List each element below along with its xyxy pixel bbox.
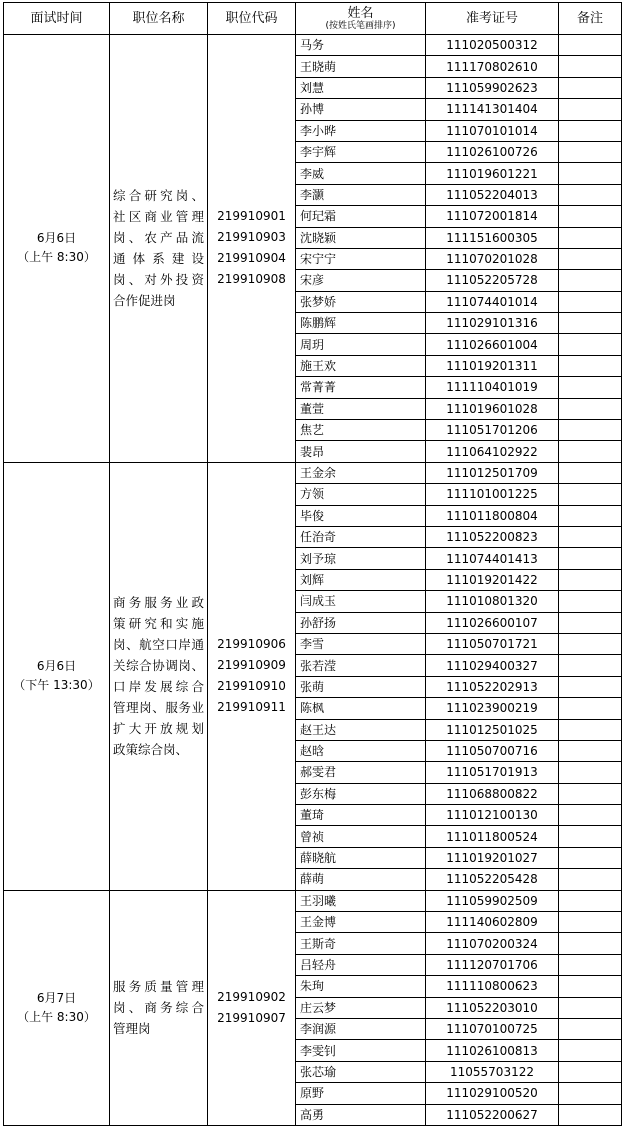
remark-cell (559, 591, 622, 612)
interview-schedule-table (3, 2, 622, 1126)
candidate-name: 闫成玉 (296, 591, 426, 612)
ticket-number: 111026601004 (426, 334, 559, 355)
remark-cell (559, 334, 622, 355)
ticket-number: 111051701206 (426, 420, 559, 441)
ticket-number: 111141301404 (426, 99, 559, 120)
candidate-name: 董琦 (296, 805, 426, 826)
position-name-cell (110, 462, 208, 890)
candidate-name: 赵王达 (296, 719, 426, 740)
remark-cell (559, 1104, 622, 1125)
ticket-number: 111052200823 (426, 526, 559, 547)
remark-cell (559, 398, 622, 419)
ticket-number: 111010801320 (426, 591, 559, 612)
position-name-line: 岗、农产品流 (113, 230, 204, 246)
remark-cell (559, 698, 622, 719)
position-code: 219910906 (217, 637, 286, 652)
candidate-name: 孙博 (296, 99, 426, 120)
remark-cell (559, 163, 622, 184)
ticket-number: 111052205728 (426, 270, 559, 291)
ticket-number: 111074401014 (426, 291, 559, 312)
interview-date: 6月6日 (36, 659, 77, 674)
candidate-name: 李灏 (296, 184, 426, 205)
interview-date: 6月7日 (36, 990, 77, 1005)
candidate-name: 何玘霜 (296, 206, 426, 227)
position-code: 219910910 (217, 679, 286, 694)
candidate-name: 庄云梦 (296, 997, 426, 1018)
remark-cell (559, 826, 622, 847)
remark-cell (559, 612, 622, 633)
candidate-name: 彭东梅 (296, 783, 426, 804)
ticket-number: 111110401019 (426, 377, 559, 398)
remark-cell (559, 420, 622, 441)
remark-cell (559, 762, 622, 783)
ticket-number: 111011800804 (426, 505, 559, 526)
position-name-line: 通体系建设 (113, 251, 204, 267)
candidate-name: 张萌 (296, 676, 426, 697)
remark-cell (559, 227, 622, 248)
ticket-number: 111023900219 (426, 698, 559, 719)
ticket-number: 111026100813 (426, 1040, 559, 1061)
interview-time-cell (4, 890, 110, 1125)
remark-cell (559, 206, 622, 227)
position-code: 219910908 (217, 272, 286, 287)
remark-cell (559, 676, 622, 697)
ticket-number: 111151600305 (426, 227, 559, 248)
remark-cell (559, 890, 622, 911)
ticket-number: 111019601028 (426, 398, 559, 419)
header-time: 面试时间 (4, 3, 110, 35)
ticket-number: 111052204013 (426, 184, 559, 205)
remark-cell (559, 805, 622, 826)
header-position: 职位名称 (110, 3, 208, 35)
ticket-number: 111059902623 (426, 77, 559, 98)
interview-time-cell (4, 35, 110, 463)
remark-cell (559, 847, 622, 868)
candidate-name: 孙舒扬 (296, 612, 426, 633)
remark-cell (559, 719, 622, 740)
remark-cell (559, 526, 622, 547)
position-name-line: 口岸发展综合 (113, 679, 204, 695)
candidate-name: 李雯钊 (296, 1040, 426, 1061)
candidate-name: 施王欢 (296, 355, 426, 376)
header-row (4, 3, 622, 35)
remark-cell (559, 248, 622, 269)
ticket-number: 111011800524 (426, 826, 559, 847)
ticket-number: 111020500312 (426, 35, 559, 56)
position-code: 219910903 (217, 230, 286, 245)
remark-cell (559, 120, 622, 141)
candidate-name: 陈枫 (296, 698, 426, 719)
ticket-number: 111052200627 (426, 1104, 559, 1125)
remark-cell (559, 355, 622, 376)
candidate-name: 王金余 (296, 462, 426, 483)
candidate-name: 陈鹏辉 (296, 313, 426, 334)
ticket-number: 111029400327 (426, 655, 559, 676)
remark-cell (559, 976, 622, 997)
ticket-number: 111070101014 (426, 120, 559, 141)
remark-cell (559, 655, 622, 676)
candidate-name: 李雪 (296, 633, 426, 654)
remark-cell (559, 1061, 622, 1082)
candidate-name: 高勇 (296, 1104, 426, 1125)
candidate-name: 常菁菁 (296, 377, 426, 398)
ticket-number: 111072001814 (426, 206, 559, 227)
ticket-number: 111052202913 (426, 676, 559, 697)
ticket-number: 111101001225 (426, 484, 559, 505)
ticket-number: 111074401413 (426, 548, 559, 569)
remark-cell (559, 270, 622, 291)
candidate-name: 刘予琼 (296, 548, 426, 569)
position-name-line: 综合研究岗、 (113, 188, 204, 204)
position-name-line: 岗、对外投资 (113, 272, 204, 288)
position-name-line: 岗、商务综合 (113, 1000, 204, 1016)
ticket-number: 111019201027 (426, 847, 559, 868)
interview-date: 6月6日 (36, 231, 77, 246)
candidate-name: 李威 (296, 163, 426, 184)
remark-cell (559, 933, 622, 954)
candidate-name: 李润源 (296, 1018, 426, 1039)
position-code: 219910902 (217, 989, 286, 1004)
remark-cell (559, 484, 622, 505)
remark-cell (559, 56, 622, 77)
table-row (4, 35, 622, 56)
candidate-name: 裴昂 (296, 441, 426, 462)
ticket-number: 111059902509 (426, 890, 559, 911)
candidate-name: 王羽曦 (296, 890, 426, 911)
remark-cell (559, 291, 622, 312)
table-body (4, 35, 622, 1126)
ticket-number: 111052203010 (426, 997, 559, 1018)
ticket-number: 111026100726 (426, 141, 559, 162)
position-code-cell (208, 462, 296, 890)
candidate-name: 吕轻舟 (296, 954, 426, 975)
candidate-name: 刘慧 (296, 77, 426, 98)
candidate-name: 薛萌 (296, 869, 426, 890)
position-name-line: 策研究和实施 (113, 616, 204, 632)
candidate-name: 李宇辉 (296, 141, 426, 162)
remark-cell (559, 783, 622, 804)
candidate-name: 王斯奇 (296, 933, 426, 954)
header-code: 职位代码 (208, 3, 296, 35)
ticket-number: 111070201028 (426, 248, 559, 269)
ticket-number: 111068800822 (426, 783, 559, 804)
candidate-name: 李小晔 (296, 120, 426, 141)
ticket-number: 111170802610 (426, 56, 559, 77)
ticket-number: 11055703122 (426, 1061, 559, 1082)
remark-cell (559, 954, 622, 975)
remark-cell (559, 441, 622, 462)
remark-cell (559, 377, 622, 398)
ticket-number: 111070200324 (426, 933, 559, 954)
candidate-name: 马务 (296, 35, 426, 56)
ticket-number: 111019601221 (426, 163, 559, 184)
position-name-line: 合作促进岗 (113, 293, 176, 309)
position-name-line: 岗、航空口岸通 (113, 637, 204, 653)
ticket-number: 111064102922 (426, 441, 559, 462)
position-code: 219910909 (217, 658, 286, 673)
position-name-line: 社区商业管理 (113, 209, 204, 225)
position-code: 219910904 (217, 251, 286, 266)
remark-cell (559, 997, 622, 1018)
header-note: 备注 (559, 3, 622, 35)
position-name-line: 商务服务业政 (113, 595, 204, 611)
position-code: 219910907 (217, 1010, 286, 1025)
position-name-line: 服务质量管理 (113, 979, 204, 995)
position-name-cell (110, 890, 208, 1125)
candidate-name: 刘辉 (296, 569, 426, 590)
candidate-name: 朱珣 (296, 976, 426, 997)
position-name-line: 扩大开放规划 (113, 721, 204, 737)
position-name-line: 政策综合岗、 (113, 742, 189, 758)
remark-cell (559, 99, 622, 120)
remark-cell (559, 462, 622, 483)
ticket-number: 111012501025 (426, 719, 559, 740)
candidate-name: 焦艺 (296, 420, 426, 441)
candidate-name: 宋宁宁 (296, 248, 426, 269)
candidate-name: 宋彦 (296, 270, 426, 291)
candidate-name: 原野 (296, 1083, 426, 1104)
table-row (4, 890, 622, 911)
ticket-number: 111110800623 (426, 976, 559, 997)
ticket-number: 111012501709 (426, 462, 559, 483)
position-name-cell (110, 35, 208, 463)
position-name-line: 管理岗 (113, 1021, 151, 1037)
remark-cell (559, 569, 622, 590)
header-name (296, 3, 426, 35)
ticket-number: 111120701706 (426, 954, 559, 975)
position-name-line: 关综合协调岗、 (113, 658, 204, 674)
candidate-name: 曾祯 (296, 826, 426, 847)
ticket-number: 111019201422 (426, 569, 559, 590)
candidate-name: 方领 (296, 484, 426, 505)
candidate-name: 薛晓航 (296, 847, 426, 868)
candidate-name: 沈晓颖 (296, 227, 426, 248)
ticket-number: 111029100520 (426, 1083, 559, 1104)
remark-cell (559, 505, 622, 526)
candidate-name: 任治奇 (296, 526, 426, 547)
remark-cell (559, 548, 622, 569)
remark-cell (559, 633, 622, 654)
remark-cell (559, 912, 622, 933)
ticket-number: 111050700716 (426, 740, 559, 761)
interview-time-cell (4, 462, 110, 890)
remark-cell (559, 1083, 622, 1104)
remark-cell (559, 1018, 622, 1039)
position-code: 219910901 (217, 209, 286, 224)
ticket-number: 111051701913 (426, 762, 559, 783)
candidate-name: 周玥 (296, 334, 426, 355)
ticket-number: 111019201311 (426, 355, 559, 376)
ticket-number: 111050701721 (426, 633, 559, 654)
candidate-name: 王晓萌 (296, 56, 426, 77)
candidate-name: 毕俊 (296, 505, 426, 526)
table-row (4, 462, 622, 483)
interview-session: （下午 13:30） (13, 678, 100, 693)
ticket-number: 111140602809 (426, 912, 559, 933)
header-name-note: (按姓氏笔画排序) (325, 21, 396, 31)
candidate-name: 郝雯君 (296, 762, 426, 783)
candidate-name: 张芯瑜 (296, 1061, 426, 1082)
candidate-name: 赵晗 (296, 740, 426, 761)
ticket-number: 111070100725 (426, 1018, 559, 1039)
ticket-number: 111026600107 (426, 612, 559, 633)
candidate-name: 董萱 (296, 398, 426, 419)
candidate-name: 张若滢 (296, 655, 426, 676)
remark-cell (559, 141, 622, 162)
header-name-label: 姓名 (347, 6, 374, 21)
ticket-number: 111029101316 (426, 313, 559, 334)
interview-session: （上午 8:30） (17, 250, 96, 265)
interview-session: （上午 8:30） (17, 1009, 96, 1024)
remark-cell (559, 313, 622, 334)
candidate-name: 张梦娇 (296, 291, 426, 312)
remark-cell (559, 1040, 622, 1061)
remark-cell (559, 184, 622, 205)
remark-cell (559, 35, 622, 56)
ticket-number: 111052205428 (426, 869, 559, 890)
position-code-cell (208, 890, 296, 1125)
remark-cell (559, 740, 622, 761)
candidate-name: 王金博 (296, 912, 426, 933)
position-code: 219910911 (217, 700, 286, 715)
header-ticket: 准考证号 (426, 3, 559, 35)
remark-cell (559, 869, 622, 890)
position-code-cell (208, 35, 296, 463)
remark-cell (559, 77, 622, 98)
ticket-number: 111012100130 (426, 805, 559, 826)
position-name-line: 管理岗、服务业 (113, 700, 204, 716)
